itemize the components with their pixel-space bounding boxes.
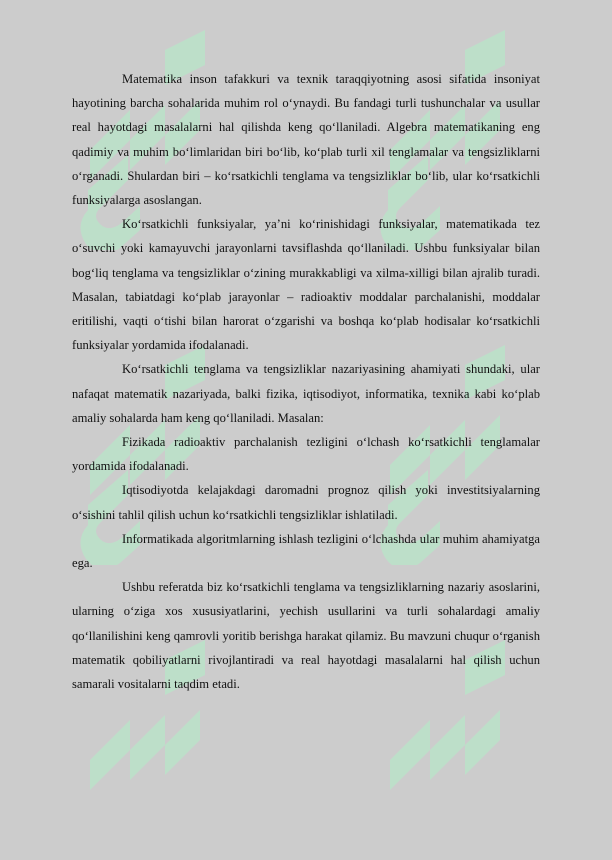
paragraph-conclusion: Ushbu referatda biz ko‘rsatkichli tenglama va tengsizliklarning nazariy asoslarini, ularning o‘ziga xos xususiyatlarini, yechish usullarini va turli sohalardagi amaliy qo‘llanilishini keng qamrovli yoritib berishga harakat qilamiz. Bu mavzuni chuqur o‘rganish matematik qobiliyatlarni rivojlantiradi va real hayotdagi masalalarni hal qilish uchun samarali vositalarni taqdim etadi. [72, 580, 540, 692]
paragraph-physics-example: Fizikada radioaktiv parchalanish tezligini o‘lchash ko‘rsatkichli tenglamalar yordamida ifodalanadi. [72, 435, 540, 474]
paragraph-exponential-functions: Ko‘rsatkichli funksiyalar, ya’ni ko‘rinishidagi funksiyalar, matematikada tez o‘suvchi yoki kamayuvchi jarayonlarni tavsiflashda qo‘llaniladi. Ushbu funksiyalar bilan bog‘liq tenglama va tengsizliklar o‘zining murakkabligi va xilma-xilligi bilan ajralib turadi. Masalan, tabiatdagi ko‘plab jarayonlar – radioaktiv moddalar parchalanishi, moddalar eritilishi, vaqti o‘tishi bilan harorat o‘zgarishi va boshqa ko‘plab hodisalar ko‘rsatkichli funksiyalar yordamida ifodalanadi. [72, 217, 540, 353]
paragraph-informatics-example: Informatikada algoritmlarning ishlash tezligini o‘lchashda ular muhim ahamiyatga ega. [72, 531, 540, 571]
paragraph-theory-importance: Ko‘rsatkichli tenglama va tengsizliklar nazariyasining ahamiyati shundaki, ular nafaqat matematik nazariyada, balki fizika, iqtisodiyot, informatika, texnika kabi ko‘plab amaliy sohalarda ham keng qo‘llaniladi. Masalan: [72, 362, 540, 425]
paragraph-economics-example: Iqtisodiyotda kelajakdagi daromadni prognoz qilish yoki investitsiyalarning o‘sishini tahlil qilish uchun ko‘rsatkichli tengsizliklar ishlatiladi. [72, 483, 540, 522]
document-body [72, 67, 540, 696]
paragraph-intro: Matematika inson tafakkuri va texnik taraqqiyotning asosi sifatida insoniyat hayotining barcha sohalarida muhim rol o‘ynaydi. Bu fandagi turli tushunchalar va usullar real hayotdagi masalalarni hal qilishda keng qo‘llaniladi. Algebra matematikaning eng qadimiy va muhim bo‘limlaridan biri bo‘lib, ko‘plab turli xil tenglamalar va tengsizliklarni o‘rganadi. Shulardan biri – ko‘rsatkichli tenglama va tengsizliklar bo‘lib, ular ko‘rsatkichli funksiyalarga asoslangan. [72, 72, 540, 208]
